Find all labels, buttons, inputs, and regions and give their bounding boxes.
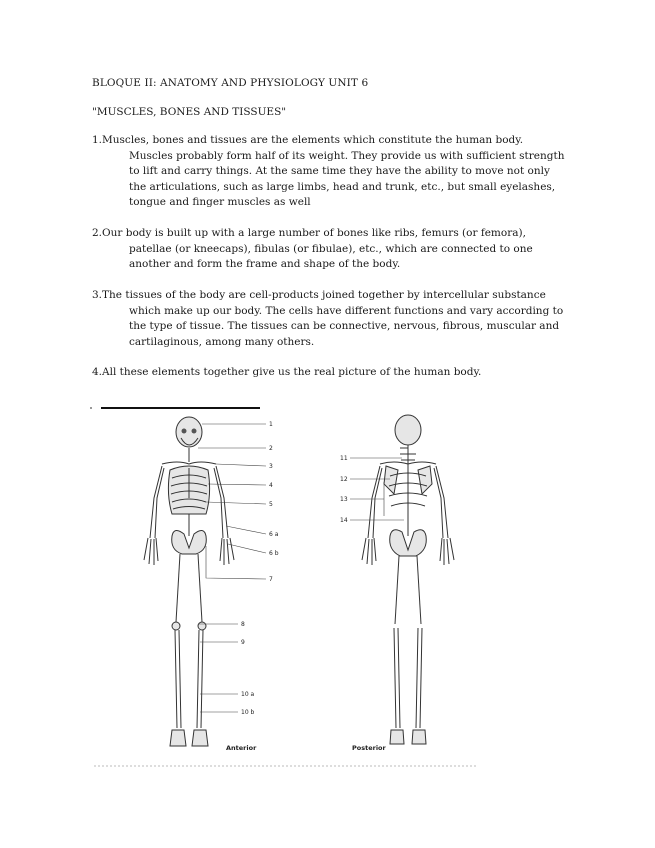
page-title: BLOQUE II: ANATOMY AND PHYSIOLOGY UNIT 6 <box>92 77 369 89</box>
numbered-paragraph <box>92 226 570 273</box>
label-7: 7 <box>269 576 273 583</box>
label-10a: 10 a <box>241 691 255 698</box>
label-13: 13 <box>340 496 348 503</box>
paragraph-first-line: 1.Muscles, bones and tissues are the elements which constitute the human body. <box>92 134 524 146</box>
eye-socket <box>182 429 187 434</box>
paragraph-first-line: 4.All these elements together give us the real picture of the human body. <box>92 366 482 378</box>
posterior-skeleton <box>340 415 454 752</box>
leader-line <box>228 544 266 553</box>
left-heel <box>412 730 426 744</box>
label-6b: 6 b <box>269 550 279 557</box>
eye-socket <box>192 429 197 434</box>
anterior-skeleton <box>144 417 279 752</box>
right-femur-back <box>395 556 399 624</box>
left-hand <box>220 538 234 565</box>
leader-line <box>206 502 266 504</box>
anterior-caption: Anterior <box>226 744 257 752</box>
paragraph-first-line: 2.Our body is built up with a large number of bones like ribs, femurs (or femora), <box>92 227 526 239</box>
right-femur <box>176 554 180 622</box>
left-patella <box>198 622 206 630</box>
right-scapula <box>384 466 398 494</box>
leader-line <box>226 526 266 534</box>
label-9: 9 <box>241 639 245 646</box>
right-heel <box>390 730 404 744</box>
paragraph-first-line: 3.The tissues of the body are cell-products joined together by intercellular substance <box>92 289 546 301</box>
label-12: 12 <box>340 476 348 483</box>
label-3: 3 <box>269 463 273 470</box>
left-femur-back <box>417 556 421 624</box>
paragraph-number: 4. <box>92 366 103 378</box>
numbered-paragraph <box>92 365 570 381</box>
paragraph-continuation: which make up our body. The cells have different functions and vary according to the type of tissue. The tissues can be connective, nervous, fibrous, muscular and cartilaginous, among many others. <box>129 304 564 348</box>
label-5: 5 <box>269 501 273 508</box>
skeleton-diagram <box>88 398 488 770</box>
leader-line <box>350 482 384 516</box>
right-patella <box>172 622 180 630</box>
skull-back <box>395 415 421 445</box>
right-arm-back-inner <box>373 468 382 538</box>
label-4: 4 <box>269 482 273 489</box>
right-hand <box>144 538 158 565</box>
left-lower-leg <box>197 630 203 728</box>
left-lower-leg-back <box>416 628 422 728</box>
posterior-caption: Posterior <box>352 744 386 752</box>
page-subtitle: "MUSCLES, BONES AND TISSUES" <box>92 106 287 118</box>
paragraph-continuation: patellae (or kneecaps), fibulas (or fibulae), etc., which are connected to one another and form the frame and shape of the body. <box>129 242 533 270</box>
skeleton-figure <box>88 398 488 770</box>
left-scapula <box>418 466 432 494</box>
right-hand-back <box>362 538 376 565</box>
paragraph-number: 1. <box>92 134 103 146</box>
left-hand-back <box>440 538 454 565</box>
clavicles <box>162 462 216 464</box>
paragraph-number: 3. <box>92 289 103 301</box>
label-8: 8 <box>241 621 245 628</box>
numbered-paragraph <box>92 133 570 211</box>
numbered-paragraph <box>92 288 570 350</box>
label-10b: 10 b <box>241 709 255 716</box>
right-arm-inner <box>155 468 164 538</box>
right-lower-leg <box>175 630 181 728</box>
left-arm-inner <box>214 468 223 538</box>
leader-line <box>216 464 266 466</box>
skull <box>176 417 202 447</box>
left-foot <box>192 730 208 746</box>
left-femur <box>198 554 202 622</box>
leader-line <box>208 484 266 485</box>
label-11: 11 <box>340 455 348 462</box>
right-foot <box>170 730 186 746</box>
paragraph-continuation: Muscles probably form half of its weight. They provide us with sufficient strength to lift and carry things. At the same time they have the ability to move not only the articulations, such as large limbs, head and trunk, etc., but small eyelashes, tongue and finger muscles as well <box>129 149 565 208</box>
left-arm-back-inner <box>434 468 443 538</box>
label-2: 2 <box>269 445 273 452</box>
label-6a: 6 a <box>269 531 279 538</box>
label-14: 14 <box>340 517 348 524</box>
label-1: 1 <box>269 421 273 428</box>
right-lower-leg-back <box>394 628 400 728</box>
paragraph-number: 2. <box>92 227 103 239</box>
